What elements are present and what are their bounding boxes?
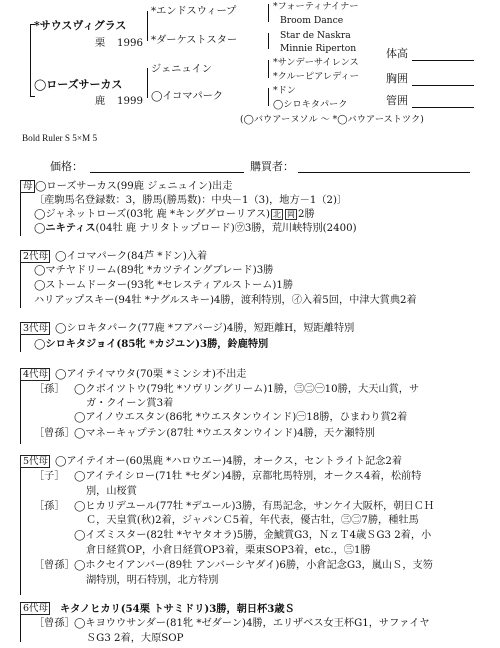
g4-item: ◯アイノウエスタン(86牝 *ウエスタンウインド)㊀18勝，ひまわり賞2着 [74,412,408,423]
g3-ancestor: ◯シロキタパーク [273,99,348,110]
g5-item: ◯ホクセイアンバー(89牡 アンバーシヤダイ)6勝，小倉記念G3，嵐山Ｓ，支笏 [74,560,433,571]
bracket-line [268,33,269,49]
produce-name: ◯ニキティス [34,222,96,234]
produce-row [34,209,315,220]
sire-dam: *ダーケストスター [151,35,238,46]
bracket-line [147,68,148,98]
produce-record: ㋒3勝，荒川峡特別(2400) [234,223,357,234]
cannon-label: 管囲 [386,94,408,107]
g5-item: 倉日経賞OP，小倉日経賞OP3着，栗東SOP3着，etc.，㊂1勝 [86,545,371,556]
sire-sire: *エンドスウィープ [151,6,237,17]
bracket-line [30,96,35,97]
g5-tag: 5代母 [20,455,50,468]
bracket-line [147,11,148,41]
produce-record: 2勝 [298,209,315,220]
g5-item: 湖特別，明石特別，北方特別 [86,575,219,586]
price-label: 価格： [50,160,83,173]
cross-note: Bold Ruler S 5×M 5 [22,133,98,143]
g5-line: ◯アイテイオー(60黒鹿 *ハロウエー)4勝，オークス，セントライト記念2着 [55,456,403,467]
bracket-line [30,24,31,96]
g2-item: ◯マチヤドリーム(89牝 *カツテイングブレード)3勝 [34,265,274,276]
buyer-field[interactable] [298,172,470,173]
chest-field[interactable] [412,85,474,86]
produce-name: ◯ジャネットローズ [34,209,127,220]
section-rule [20,455,21,595]
buyer-label: 購買者： [250,160,294,173]
g6-tag: 6代母 [20,602,50,615]
g6-role: ［曾孫］ [34,618,75,629]
dam-name: ◯ローズサーカス [34,78,123,91]
g5-item: ◯イズミスター(82牡 *ヤヤタオラ)5勝，金鯱賞G3，ＮｚＴ4歳ＳG3 2着，小 [74,530,432,541]
g5-role: ［曾孫］ [34,560,75,571]
region-mark: 岡 [287,210,296,219]
g4-role: ［孫］ [34,384,65,395]
g4-item: ガ・クイーン賞3着 [86,398,174,409]
chest-label: 胸囲 [386,72,408,85]
g4-line: ◯アイテイマウタ(70栗 *ミンシオ)不出走 [55,369,247,380]
bracket-line [268,4,269,22]
g6-line: キタノヒカリ(54栗 トサミドリ)3勝，朝日杯3歳Ｓ [60,603,295,615]
produce-row [34,223,357,234]
g2-item: ハリアップスキー(94牡 *ナグルスキー)4勝，渡利特別，㋑入着5回，中津大賞典2着 [34,295,417,306]
g6-item: ＳG3 2着，大原SOP [86,633,184,644]
height-field[interactable] [412,60,474,61]
sire-color: 栗 [95,38,106,49]
g3-ancestor: *ドン [273,85,296,96]
dam-dam: ◯イコマパーク [151,91,224,102]
dam-tag: 母 [20,180,35,193]
sire-year: 1996 [117,38,143,49]
g4-item: ◯クボイツトウ(79牝 *ソヴリングリーム)1勝，㊂㊁㊀10勝，大天山賞，サ [74,384,420,395]
g4-role: ［曾孫］ [34,428,75,439]
height-label: 体高 [386,47,408,60]
g3-item: ◯シロキタジョイ(85牝 *カジユン)3勝，鈴鹿特別 [34,338,269,350]
cannon-field[interactable] [412,107,474,108]
g5-role: ［子］ [34,471,65,482]
g5-item: ◯ヒカリデユール(77牡 *デユール)3勝，有馬記念，サンケイ大阪杯，朝日ＣＨ [74,501,435,512]
g2-item: ◯ストームドーター(93牝 *セレスティアルストーム)1勝 [34,280,294,291]
g3-ancestor: Minnie Riperton [280,43,357,54]
dam-color: 鹿 [95,96,106,107]
g3-ancestor: *クルーピアレディー [273,71,359,82]
produce-detail: (04牡 鹿 ナリタトップロード) [95,223,235,234]
g4-tag: 4代母 [20,368,50,381]
dam-year: 1999 [117,96,143,107]
g2-line: ◯イコマパーク(84芦 *ドン)入着 [55,251,208,262]
g3-ancestor: *フォーティナイナー [273,1,359,12]
g3-ancestor: Star de Naskra [280,30,351,41]
g4-item: ◯マネーキャプテン(87牡 *ウエスタンウインド)4勝，天ケ瀬特別 [74,428,375,439]
dam-sire: ジェニュイン [151,64,212,75]
g2-tag: 2代母 [20,250,50,263]
g5-item: Ｃ，天皇賞(秋)2着，ジャパンＣ5着，年代表，優古牡，㊂㊁7勝，種牡馬 [86,515,419,526]
bracket-line [268,88,269,106]
g5-item: ◯アイテイシロー(71牡 *セダン)4勝，京都牝馬特別，オークス4着，松前特 [74,471,422,482]
dam-produce-summary: 〔産駒馬名登録数：3，勝馬(勝馬数)：中央－1（3)，地方－1（2)〕 [34,195,348,206]
g5-role: ［孫］ [34,501,65,512]
produce-detail: (03牝 鹿 *キンググローリアス) [126,209,271,220]
dam-line: ◯ローズサーカス(99鹿 ジェニュイン)出走 [35,181,233,192]
sire-name: *サウスヴィグラス [34,19,127,32]
g3-ancestor: *サンデーサイレンス [273,57,359,68]
bracket-line [268,60,269,78]
g3-tag: 3代母 [20,322,50,335]
region-mark: 北 [273,210,282,219]
g3-line: ◯シロキタパーク(77鹿 *フアバージ)4勝，短距離H，短距離特別 [55,323,355,334]
g3-ancestor: Broom Dance [280,15,344,26]
inbreeding-note: (◯バウアーヌソル ～ *◯バウアーストツク) [240,114,424,125]
price-field[interactable] [90,172,244,173]
g5-item: 別，山桜賞 [86,486,137,497]
g6-item: ◯キヨウウサンダー(81牝 *ゼダーン)4勝，エリザベス女王杯G1，サファイヤ [74,618,430,629]
